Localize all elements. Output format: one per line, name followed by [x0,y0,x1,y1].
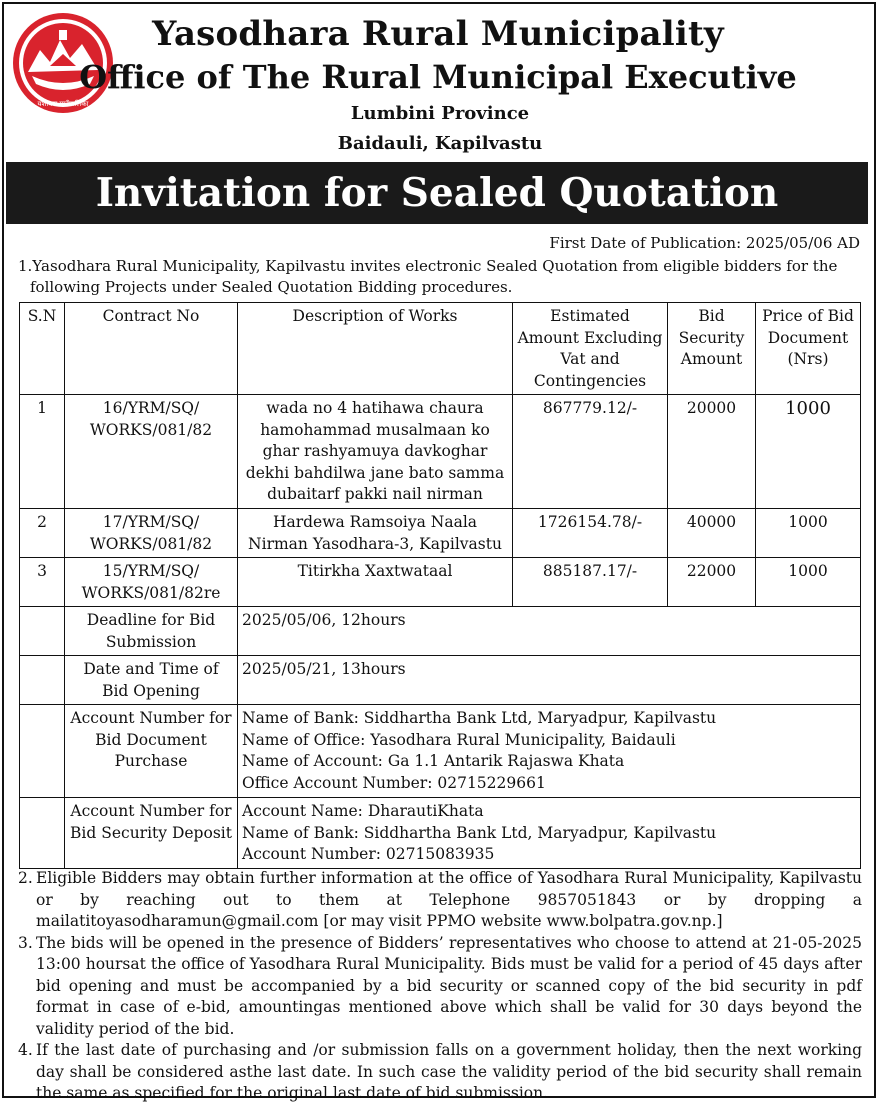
table-header-row [20,303,861,395]
header-description: Description of Works [238,303,513,395]
table-row [20,395,861,509]
emblem-caption: यशोधरा गाउँपालिका [37,100,89,108]
row-bid-security: 22000 [668,558,756,607]
municipality-name: Yasodhara Rural Municipality [152,14,724,54]
intro-paragraph [18,256,860,298]
header-contract-no: Contract No [65,303,238,395]
intro-line: following Projects under Sealed Quotation Bidding procedures. [30,278,513,296]
header-bid-security: Bid Security Amount [668,303,756,395]
note-item [18,933,862,1041]
empty-cell [20,798,65,869]
row-document-price: 1000 [756,395,861,509]
row-sn: 1 [20,395,65,509]
table-row [20,558,861,607]
account-detail-line: Name of Bank: Siddhartha Bank Ltd, Maryadpur, Kapilvastu [242,823,717,842]
empty-cell [20,607,65,656]
opening-row [20,656,861,705]
row-sn: 2 [20,509,65,558]
row-sn: 3 [20,558,65,607]
deadline-value: 2025/05/06, 12hours [238,607,861,656]
row-description: Hardewa Ramsoiya Naala Nirman Yasodhara-3, Kapilvastu [238,509,513,558]
account-detail-line: Name of Office: Yasodhara Rural Municipality, Baidauli [242,730,676,749]
account-detail-line: Name of Account: Ga 1.1 Antarik Rajaswa Khata [242,752,625,770]
row-document-price: 1000 [756,509,861,558]
row-description: Titirkha Xaxtwataal [238,558,513,607]
table-row [20,509,861,558]
opening-value: 2025/05/21, 13hours [238,656,861,705]
notes-section [18,868,862,1105]
note-text: If the last date of purchasing and /or submission falls on a government holiday, then the next working day shall be considered asthe last date. In such case the validity period of the bid security shall remain the same as specified for the original last date of bid submission. [36,1041,862,1102]
note-text: Eligible Bidders may obtain further information at the office of Yasodhara Rural Municipality, Kapilvastu or by reaching out to them at Telephone 9857051843 or by dropping a mailatitoyasodharamun@gmail.com [or may visit PPMO website www.bolpatra.gov.np.] [36,869,862,930]
row-bid-security: 20000 [668,395,756,509]
note-number: 4. [18,1041,33,1059]
row-description: wada no 4 hatihawa chaura hamohammad musalmaan ko ghar rashyamuya davkoghar dekhi bahdilwa jane bato samma dubaitarf pakki nail nirman [238,395,513,509]
account-detail-line: Name of Bank: Siddhartha Bank Ltd, Maryadpur, Kapilvastu [242,709,717,727]
deadline-row [20,607,861,656]
publication-date: First Date of Publication: 2025/05/06 AD [549,234,860,252]
document-account-row [20,705,861,798]
office-name: Office of The Rural Municipal Executive [79,58,797,96]
row-estimated-amount: 1726154.78/- [513,509,668,558]
empty-cell [20,705,65,798]
note-number: 2. [18,869,33,887]
row-contract-no: 15/YRM/SQ/ WORKS/081/82re [65,558,238,607]
note-number: 3. [18,933,33,952]
row-contract-no: 17/YRM/SQ/ WORKS/081/82 [65,509,238,558]
intro-line: 1.Yasodhara Rural Municipality, Kapilvastu invites electronic Sealed Quotation from eligible bidders for the [18,257,838,275]
deadline-label: Deadline for Bid Submission [65,607,238,656]
security-account-label: Account Number for Bid Security Deposit [65,798,238,869]
bid-table [19,302,861,869]
account-detail-line: Office Account Number: 02715229661 [242,773,546,792]
document-account-label: Account Number for Bid Document Purchase [65,705,238,798]
account-detail-line: Account Name: DharautiKhata [242,802,484,820]
note-item [18,868,862,933]
row-bid-security: 40000 [668,509,756,558]
document-account-details [238,705,861,798]
security-account-details [238,798,861,869]
header-estimated-amount: Estimated Amount Excluding Vat and Contingencies [513,303,668,395]
row-document-price: 1000 [756,558,861,607]
row-estimated-amount: 867779.12/- [513,395,668,509]
location-name: Baidauli, Kapilvastu [337,133,543,154]
row-estimated-amount: 885187.17/- [513,558,668,607]
header-sn: S.N [20,303,65,395]
note-item [18,1040,862,1105]
opening-label: Date and Time of Bid Opening [65,656,238,705]
note-text: The bids will be opened in the presence of Bidders’ representatives who choose to attend at 21-05-2025 13:00 hoursat the office of Yasodhara Rural Municipality. Bids must be valid for a period of 45 days after bid opening and must be accompanied by a bid security or scanned copy of the bid security in pdf format in case of e-bid, amountingas mentioned above which shall be valid for 30 days beyond the validity period of the bid. [36,933,862,1038]
empty-cell [20,656,65,705]
account-detail-line: Account Number: 02715083935 [242,845,495,863]
security-account-row [20,798,861,869]
notice-title: Invitation for Sealed Quotation [6,162,868,224]
row-contract-no: 16/YRM/SQ/ WORKS/081/82 [65,395,238,509]
header-document-price: Price of Bid Document (Nrs) [756,303,861,395]
province-name: Lumbini Province [350,103,530,124]
